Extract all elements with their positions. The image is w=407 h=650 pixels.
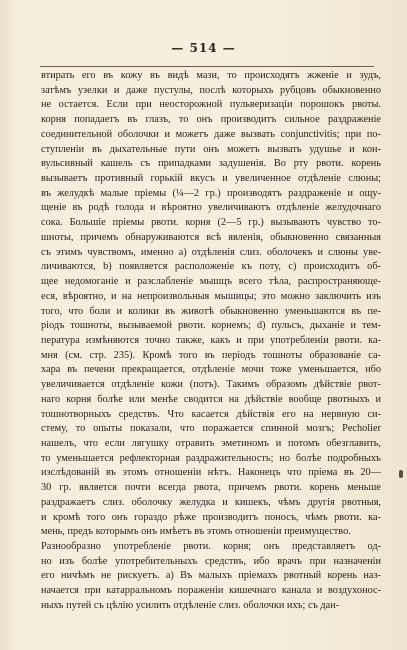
- text-line: сока. Большіе пріемы рвоти. корня (2—5 гр.) вызываютъ чувство то-: [41, 217, 381, 229]
- text-line: нашелъ, что если лягушку отравить эметиномъ и потомъ обезглавить,: [41, 437, 381, 449]
- text-line: 30 гр. является почти всегда рвота, причемъ рвоти. корень меньше: [41, 482, 381, 494]
- text-line: изслѣдованій въ этомъ отношеніи нѣтъ. Наконецъ что пріема въ 20—: [41, 467, 381, 479]
- text-line: щеніе въ родѣ голода и вѣроятно увеличиваютъ отдѣленіе желудочнаго: [41, 202, 381, 214]
- text-line: мень, предъ которымъ онъ имѣетъ въ этомъ отношеніи преимущество.: [41, 526, 351, 538]
- text-line: его ничѣмъ не рискуетъ. a) Въ малыхъ пріемахъ рвотный корень наз-: [41, 570, 381, 582]
- text-line: вызываетъ противный горькій вкусъ и увеличенное отдѣленіе слюны;: [41, 173, 381, 185]
- text-line: еся, вѣроятно, и на непроизвольныя мышицы; это можно заключить изъ: [41, 290, 381, 302]
- text-line: ріодъ тошноты, вызываемой рвоти. корнемъ; d) пульсъ, дыханіе и тем-: [41, 320, 381, 332]
- body-text: [41, 69, 381, 614]
- header-rule: [40, 66, 374, 67]
- text-line: начается при катарральномъ пораженіи кишечнаго канала и воздухонос-: [41, 585, 381, 597]
- text-line: личиваются, b) появляется расположеніе къ поту, c) происходитъ об-: [41, 261, 381, 273]
- page-number: — 514 —: [171, 41, 236, 55]
- text-line: но изъ болѣе употребительныхъ средствъ, ибо врачъ при назначеніи: [41, 555, 381, 567]
- ink-spot: [399, 470, 403, 478]
- text-line: не остается. Если при неосторожной пульверизаціи порошокъ рвоты.: [41, 99, 381, 111]
- text-line: въ желудкѣ малые пріемы (¼—2 гр.) производятъ раздраженіе и ощу-: [41, 187, 381, 199]
- text-line: соединительной оболочки и можетъ даже вызвать conjunctivitis; при по-: [41, 128, 381, 140]
- text-line: увеличивается отдѣленіе кожи (потъ). Такимъ образомъ дѣйствіе рвот-: [41, 379, 381, 391]
- text-line: шноты, причемъ обнаруживаются всѣ явленія, обыкновенно связанныя: [41, 231, 381, 243]
- text-line: того, что боли и колики въ животѣ обыкновенно уменьшаются въ пе-: [41, 305, 381, 317]
- text-line: ныхъ путей съ цѣлію усилить отдѣленіе слиз. оболочки ихъ; съ дан-: [41, 599, 340, 611]
- text-line: наго корня болѣе или менѣе сводится на дѣйствіе вообще рвотныхъ и: [41, 393, 381, 405]
- text-line: ступленіи въ дыхательные пути онъ можетъ вызвать удушье и кон-: [41, 143, 381, 155]
- text-line: пература измѣняются точно также, какъ и при употребленіи рвоти. ка-: [41, 334, 381, 346]
- text-line: съ этимъ чувствомъ, именно a) отдѣленія слиз. оболочекъ и слюны уве-: [41, 246, 381, 258]
- text-line: и кромѣ того онъ гораздо рѣже производитъ поносъ, чѣмъ рвоти. ка-: [41, 511, 381, 523]
- text-line: стему, то опыты показали, что поражается спинной мозгъ; Pecholier: [41, 423, 381, 435]
- text-line: Разнообразно употребленіе рвоти. корня; онъ представляетъ од-: [41, 541, 381, 552]
- text-line: корня попадаетъ въ глазъ, то онъ производитъ сильное раздраженіе: [41, 114, 381, 126]
- text-line: втирать его въ кожу въ видѣ мази, то происходятъ жженіе и зудъ,: [41, 70, 381, 81]
- text-line: раздражаетъ слиз. оболочку желудка и кишекъ, чѣмъ другія рвотныя,: [41, 496, 381, 508]
- text-line: мня (см. стр. 235). Кромѣ того въ періодъ тошноты образованіе са-: [41, 349, 381, 361]
- text-line: тошнотворныхъ средствъ. Что касается дѣйствія его на нервную си-: [41, 408, 381, 420]
- text-line: хара въ печени прекращается, отдѣленіе мочи тоже уменьшается, нбо: [41, 364, 381, 376]
- text-line: затѣмъ узелки и даже пустулы, послѣ которыхъ рубцовъ обыкновенно: [41, 84, 381, 96]
- text-line: щее недомоганіе и разслабленіе мышцъ всего тѣла, распространяюще-: [41, 276, 381, 288]
- text-line: вульсивный кашель съ припадками задушенія. Во рту рвоти. корень: [41, 158, 381, 170]
- text-line: то уменьшается рефлекторная раздражительность; но болѣе подробныхъ: [41, 452, 381, 464]
